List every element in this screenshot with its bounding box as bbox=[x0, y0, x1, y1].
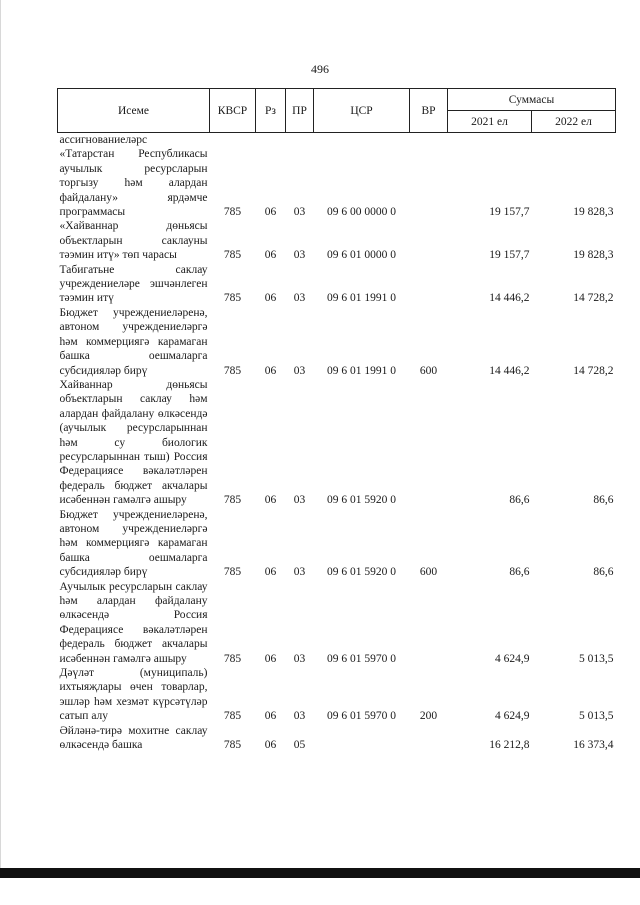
row-amount-2021: 19 157,7 bbox=[489, 206, 530, 219]
row-kvsr: 785 bbox=[223, 206, 242, 219]
row-rz bbox=[256, 133, 286, 148]
row-name: ассигнованиеләрс bbox=[59, 134, 148, 146]
scan-bottom-bar bbox=[0, 868, 640, 878]
row-pr: 03 bbox=[293, 206, 306, 219]
row-amount-2022: 19 828,3 bbox=[573, 206, 614, 219]
row-kvsr: 785 bbox=[223, 652, 242, 665]
row-pr: 03 bbox=[293, 249, 306, 262]
row-csr: 09 6 01 1991 0 bbox=[327, 292, 396, 305]
row-csr: 09 6 01 5970 0 bbox=[327, 710, 396, 723]
row-kvsr: 785 bbox=[223, 566, 242, 579]
row-amount-2021: 19 157,7 bbox=[489, 249, 530, 262]
row-amount-2022: 86,6 bbox=[593, 494, 614, 507]
row-amount-2021: 14 446,2 bbox=[489, 292, 530, 305]
row-amount-2022: 86,6 bbox=[593, 566, 614, 579]
table-row bbox=[58, 147, 616, 219]
page-left-edge bbox=[0, 0, 1, 868]
row-amount-2022: 5 013,5 bbox=[579, 652, 614, 665]
row-vr bbox=[410, 219, 448, 262]
row-vr bbox=[410, 147, 448, 219]
table-row bbox=[58, 306, 616, 378]
row-csr: 09 6 01 1991 0 bbox=[327, 364, 396, 377]
page-number: 496 bbox=[311, 62, 329, 76]
row-amount-2022: 14 728,2 bbox=[573, 292, 614, 305]
row-rz: 06 bbox=[264, 652, 277, 665]
row-kvsr bbox=[210, 133, 256, 148]
row-kvsr: 785 bbox=[223, 494, 242, 507]
row-pr: 03 bbox=[293, 710, 306, 723]
row-pr: 05 bbox=[293, 739, 306, 752]
row-name: Бюджет учреждениеләренә, автоном учреждениеләргә һәм коммерциягә карамаган башка оешмаларга субсидияләр бирү bbox=[59, 508, 208, 579]
row-vr: 600 bbox=[419, 364, 438, 377]
row-csr bbox=[314, 724, 410, 753]
row-vr bbox=[410, 133, 448, 148]
row-rz: 06 bbox=[264, 494, 277, 507]
header-csr: ЦСР bbox=[314, 89, 410, 133]
header-year-2022: 2022 ел bbox=[532, 111, 616, 133]
row-kvsr: 785 bbox=[223, 710, 242, 723]
table-header bbox=[58, 89, 616, 133]
row-pr bbox=[286, 133, 314, 148]
table-row bbox=[58, 580, 616, 666]
row-amount-2021: 86,6 bbox=[509, 494, 530, 507]
row-kvsr: 785 bbox=[223, 364, 242, 377]
table-row bbox=[58, 133, 616, 148]
header-pr: ПР bbox=[286, 89, 314, 133]
header-kvsr: КВСР bbox=[210, 89, 256, 133]
row-amount-2021: 4 624,9 bbox=[495, 652, 530, 665]
row-kvsr: 785 bbox=[223, 292, 242, 305]
header-year-2021: 2021 ел bbox=[448, 111, 532, 133]
table-row bbox=[58, 724, 616, 753]
row-vr bbox=[410, 378, 448, 508]
row-amount-2021 bbox=[448, 133, 532, 148]
row-vr: 200 bbox=[419, 710, 438, 723]
row-csr: 09 6 01 5920 0 bbox=[327, 494, 396, 507]
row-amount-2021: 86,6 bbox=[509, 566, 530, 579]
row-vr bbox=[410, 263, 448, 306]
row-amount-2021: 16 212,8 bbox=[489, 739, 530, 752]
row-csr bbox=[314, 133, 410, 148]
table-row bbox=[58, 219, 616, 262]
row-vr bbox=[410, 580, 448, 666]
row-csr: 09 6 01 0000 0 bbox=[327, 249, 396, 262]
row-amount-2022: 5 013,5 bbox=[579, 710, 614, 723]
row-rz: 06 bbox=[264, 249, 277, 262]
row-amount-2022: 14 728,2 bbox=[573, 364, 614, 377]
row-csr: 09 6 01 5920 0 bbox=[327, 566, 396, 579]
row-kvsr: 785 bbox=[223, 249, 242, 262]
row-vr bbox=[410, 724, 448, 753]
row-pr: 03 bbox=[293, 494, 306, 507]
budget-table bbox=[57, 88, 616, 752]
row-name: Аучылык ресурсларын саклау һәм алардан файдалану өлкәсендә Россия Федерациясе вәкаләтләрен федераль бюджет акчалары исәбеннән гамәлгә ашыру bbox=[59, 580, 208, 665]
row-amount-2021: 4 624,9 bbox=[495, 710, 530, 723]
header-name: Исеме bbox=[58, 89, 210, 133]
table-row bbox=[58, 508, 616, 580]
row-name: Табигатьне саклау учреждениеләре эшчәнлеген тәэмин итү bbox=[59, 263, 208, 305]
row-rz: 06 bbox=[264, 566, 277, 579]
header-rz: Рз bbox=[256, 89, 286, 133]
row-csr: 09 6 01 5970 0 bbox=[327, 652, 396, 665]
row-amount-2022: 16 373,4 bbox=[573, 739, 614, 752]
row-amount-2022: 19 828,3 bbox=[573, 249, 614, 262]
row-vr: 600 bbox=[419, 566, 438, 579]
row-amount-2022 bbox=[532, 133, 616, 148]
row-pr: 03 bbox=[293, 652, 306, 665]
row-rz: 06 bbox=[264, 710, 277, 723]
row-pr: 03 bbox=[293, 364, 306, 377]
row-name: Дәүләт (муниципаль) ихтыяҗлары өчен товарлар, эшләр һәм хезмәт күрсәтүләр сатып алу bbox=[59, 667, 208, 723]
header-sums: Суммасы bbox=[448, 89, 616, 111]
row-pr: 03 bbox=[293, 566, 306, 579]
row-name: Бюджет учреждениеләренә, автоном учреждениеләргә һәм коммерциягә карамаган башка оешмаларга субсидияләр бирү bbox=[59, 306, 208, 377]
row-name: Хайваннар дөньясы объектларын саклау һәм алардан файдалану өлкәсендә (аучылык ресурсларыннан һәм су биологик ресурсларыннан тыш) Россия Федерациясе вәкаләтләрен федераль бюджет акчалары исәбеннән гамәлгә ашыру bbox=[59, 378, 208, 507]
row-name: Әйләнә-тирә мохитне саклау өлкәсендә башка bbox=[59, 724, 208, 752]
row-pr: 03 bbox=[293, 292, 306, 305]
row-amount-2021: 14 446,2 bbox=[489, 364, 530, 377]
table-row bbox=[58, 378, 616, 508]
row-rz: 06 bbox=[264, 292, 277, 305]
row-name: «Татарстан Республикасы аучылык ресурсларын торгызу һәм алардан файдалану» ярдәмче программасы bbox=[59, 148, 208, 219]
row-name: «Хайваннар дөньясы объектларын саклауны тәэмин итү» төп чарасы bbox=[59, 220, 208, 262]
row-kvsr: 785 bbox=[223, 739, 242, 752]
table-row bbox=[58, 263, 616, 306]
row-rz: 06 bbox=[264, 364, 277, 377]
row-csr: 09 6 00 0000 0 bbox=[327, 206, 396, 219]
row-rz: 06 bbox=[264, 206, 277, 219]
table-row bbox=[58, 666, 616, 724]
row-rz: 06 bbox=[264, 739, 277, 752]
header-vr: ВР bbox=[410, 89, 448, 133]
table-body bbox=[58, 133, 616, 753]
